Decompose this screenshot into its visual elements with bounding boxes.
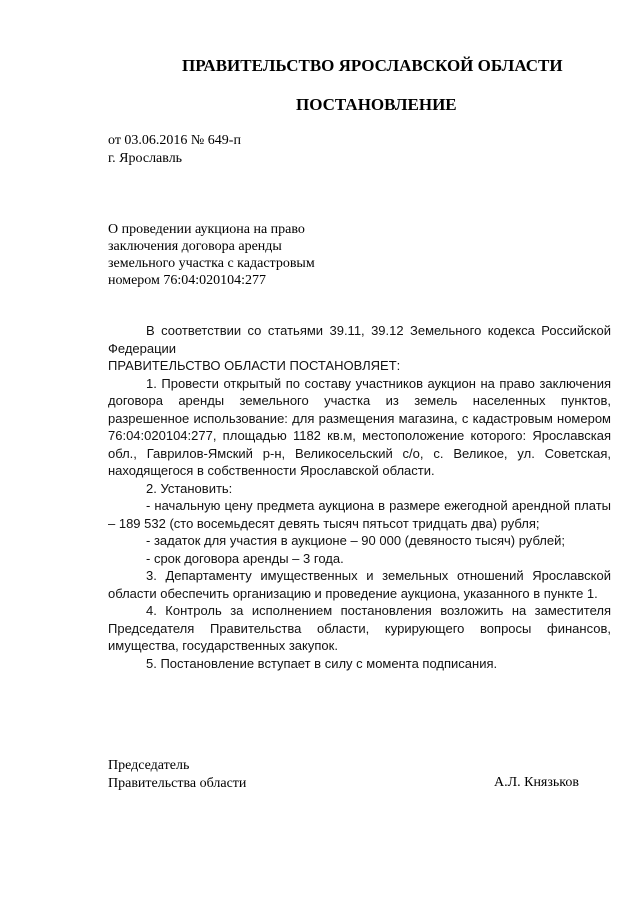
item-2-price: - начальную цену предмета аукциона в размере ежегодной арендной платы – 189 532 (сто восемьдесят девять тысяч пятьсот тридцать два) рубля;	[108, 498, 611, 531]
subject-line: заключения договора аренды	[108, 239, 282, 254]
item-1: 1. Провести открытый по составу участников аукцион на право заключения договора аренды земельного участка из земель населенных пунктов, разрешенное использование: для размещения магазина, с кадастровым номером 76:04:020104:277, площадью 1182 кв.м, местоположение которого: Ярославская обл., Гаврилов-Ямский р-н, Великосельский с/о, с. Великое, ул. Советская, находящегося в собственности Ярославской области.	[108, 375, 611, 478]
signature-title-line2: Правительства области	[108, 776, 247, 791]
signature-title	[108, 757, 246, 793]
decree-line: ПРАВИТЕЛЬСТВО ОБЛАСТИ ПОСТАНОВЛЯЕТ:	[108, 358, 401, 373]
subject-line: О проведении аукциона на право	[108, 222, 305, 237]
signature-name: А.Л. Князьков	[494, 775, 579, 790]
subject-block	[108, 221, 315, 289]
subject-line: земельного участка с кадастровым	[108, 256, 315, 271]
signature-title-line1: Председатель	[108, 758, 190, 773]
item-2-deposit: - задаток для участия в аукционе – 90 000 (девяносто тысяч) рублей;	[146, 533, 565, 548]
city: г. Ярославль	[108, 151, 183, 166]
item-4: 4. Контроль за исполнением постановления возложить на заместителя Председателя Правительства области, курирующего вопросы финансов, имущества, государственных закупок.	[108, 603, 611, 653]
document-body	[108, 322, 611, 672]
subject-line: номером 76:04:020104:277	[108, 273, 267, 288]
item-3: 3. Департаменту имущественных и земельных отношений Ярославской области обеспечить организацию и проведение аукциона, указанного в пункте 1.	[108, 568, 611, 601]
government-heading: ПРАВИТЕЛЬСТВО ЯРОСЛАВСКОЙ ОБЛАСТИ	[182, 56, 563, 75]
item-2-term: - срок договора аренды – 3 года.	[146, 550, 344, 566]
item-5: 5. Постановление вступает в силу с момента подписания.	[146, 655, 498, 671]
date-number: от 03.06.2016 № 649-п	[108, 133, 241, 148]
preamble: В соответствии со статьями 39.11, 39.12 Земельного кодекса Российской Федерации	[108, 323, 611, 356]
document-type-heading: ПОСТАНОВЛЕНИЕ	[296, 95, 457, 114]
item-2: 2. Установить:	[146, 480, 233, 496]
